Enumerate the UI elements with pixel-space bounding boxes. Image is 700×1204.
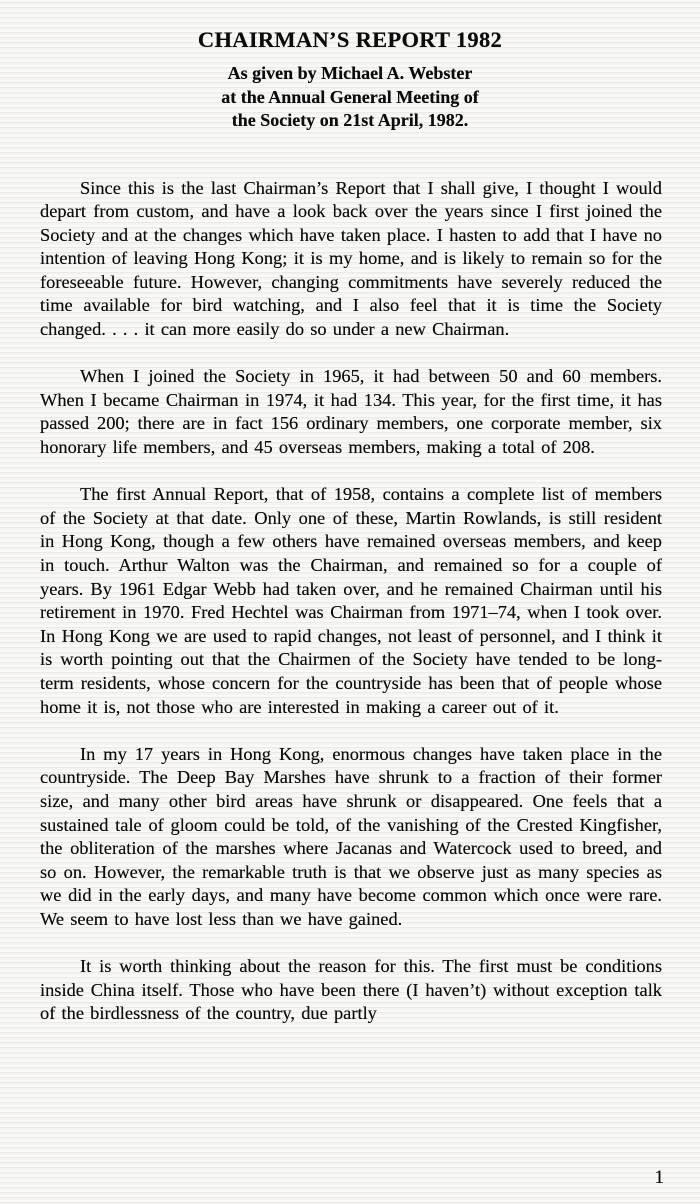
- document-header: [0, 0, 700, 133]
- page-number: 1: [654, 1167, 664, 1188]
- page-title: CHAIRMAN’S REPORT 1982: [197, 27, 503, 52]
- subtitle-line-occasion: at the Annual General Meeting of: [221, 86, 479, 107]
- paragraph-membership: When I joined the Society in 1965, it had between 50 and 60 members. When I became Chairman in 1974, it had 134. This year, for the first time, it has passed 200; there are in fact 156 ordinary members, one corporate member, six honorary life members, and 45 overseas members, making a total of 208.: [40, 366, 662, 458]
- paragraph-china-conditions: It is worth thinking about the reason for this. The first must be conditions inside China itself. Those who have been there (I haven’t) without exception talk of the birdlessness of the country, due partly: [40, 956, 662, 1024]
- paragraph-intro: Since this is the last Chairman’s Report that I shall give, I thought I would depart from custom, and have a look back over the years since I first joined the Society and at the changes which have taken place. I hasten to add that I have no intention of leaving Hong Kong; it is my home, and is likely to remain so for the foreseeable future. However, changing commitments have severely reduced the time available for bird watching, and I also feel that it is time the Society changed. . . . it can more easily do so under a new Chairman.: [40, 177, 662, 340]
- paragraph-history: The first Annual Report, that of 1958, contains a complete list of members of the Society at that date. Only one of these, Martin Rowlands, is still resident in Hong Kong, though a few others have remained overseas members, and keep in touch. Arthur Walton was the Chairman, and remained so for a couple of years. By 1961 Edgar Webb had taken over, and he remained Chairman until his retirement in 1970. Fred Hechtel was Chairman from 1971–74, when I took over. In Hong Kong we are used to rapid changes, not least of personnel, and I think it is worth pointing out that the Chairmen of the Society have tended to be long-term residents, whose concern for the countryside has been that of people whose home it is, not those who are interested in making a career out of it.: [40, 484, 662, 717]
- paragraph-countryside-changes: In my 17 years in Hong Kong, enormous changes have taken place in the countryside. The Deep Bay Marshes have shrunk to a fraction of their former size, and many other bird areas have shrunk or disappeared. One feels that a sustained tale of gloom could be told, of the vanishing of the Crested Kingfisher, the obliteration of the marshes where Jacanas and Watercock used to breed, and so on. However, the remarkable truth is that we observe just as many species as we did in the early days, and many have become common which once were rare. We seem to have lost less than we have gained.: [40, 743, 662, 929]
- subtitle-line-date: the Society on 21st April, 1982.: [231, 110, 469, 130]
- subtitle-line-author: As given by Michael A. Webster: [227, 63, 473, 83]
- report-body: [0, 133, 700, 1026]
